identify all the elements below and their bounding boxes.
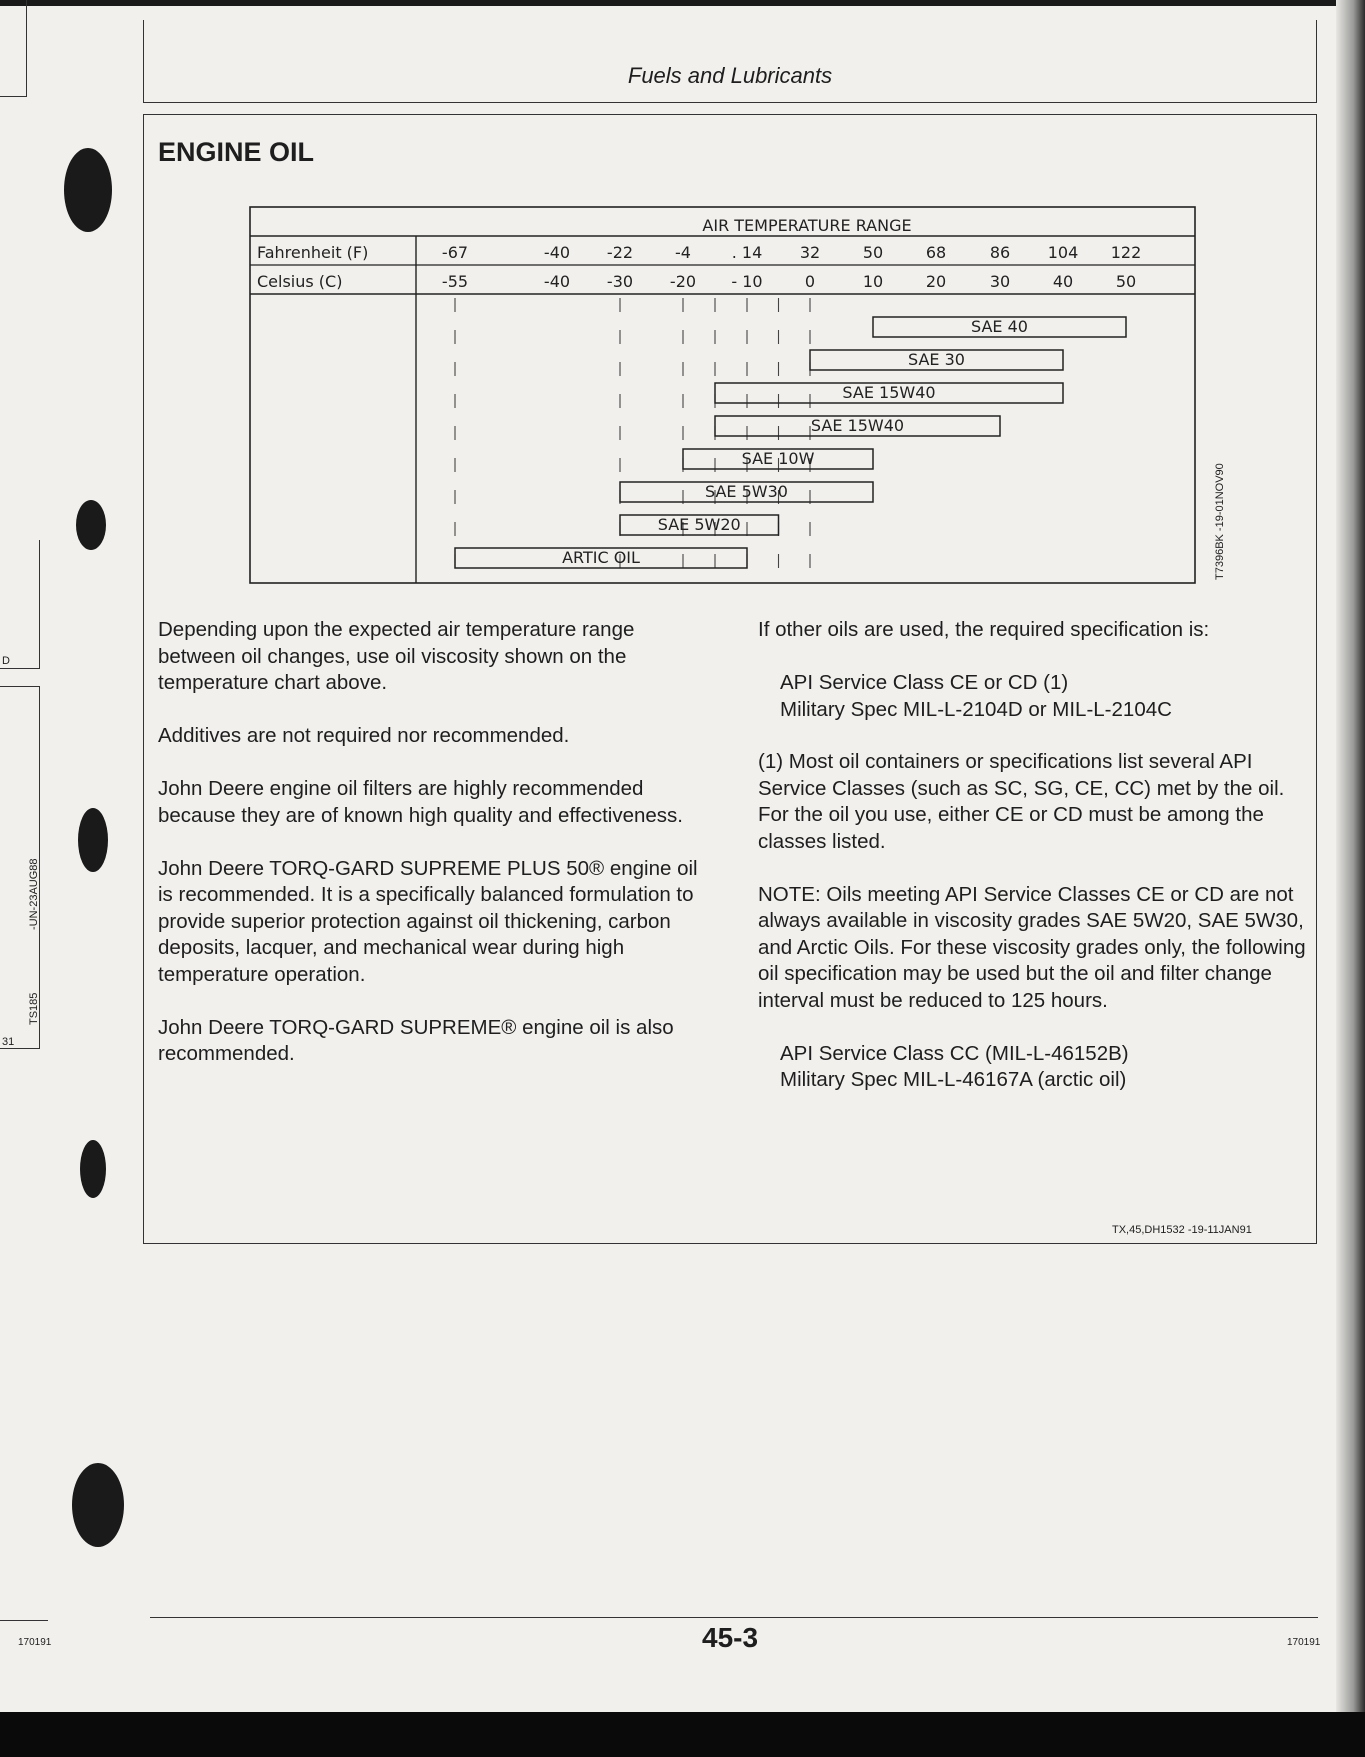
fahrenheit-tick: 50 <box>862 243 884 262</box>
fahrenheit-tick: -22 <box>606 243 634 262</box>
chart-title: AIR TEMPERATURE RANGE <box>702 216 912 235</box>
fahrenheit-tick: -67 <box>441 243 469 262</box>
punch-hole <box>72 1463 124 1547</box>
header-title: Fuels and Lubricants <box>627 63 833 88</box>
page-number: 45-3 <box>702 1622 759 1653</box>
page-edge-shadow <box>1336 0 1365 1712</box>
fahrenheit-label: Fahrenheit (F) <box>257 243 369 262</box>
section-title: ENGINE OIL <box>158 137 315 167</box>
top-edge <box>0 0 1365 6</box>
header-frame <box>1316 20 1317 103</box>
margin-line <box>0 96 27 97</box>
celsius-tick: -55 <box>441 272 469 291</box>
margin-fragment: 31 <box>2 1036 15 1048</box>
spec-line: API Service Class CC (MIL-L-46152B) <box>780 1041 1129 1065</box>
oil-range-label: SAE 5W20 <box>657 515 741 534</box>
date-code-left: 170191 <box>18 1637 52 1648</box>
paragraph: John Deere TORQ-GARD SUPREME® engine oil is also recommended. <box>158 1015 674 1065</box>
left-column <box>158 617 703 1094</box>
oil-range-label: SAE 5W30 <box>705 482 788 501</box>
celsius-tick: 40 <box>1052 272 1074 291</box>
celsius-tick: - 10 <box>731 272 763 291</box>
celsius-tick: -20 <box>669 272 697 291</box>
note: NOTE: Oils meeting API Service Classes CE or CD are not always available in viscosity grades SAE 5W20, SAE 5W30, and Arctic Oils. For these viscosity grades only, the following oil specification may be used but the oil and filter change interval must be reduced to 125 hours. <box>758 882 1306 1012</box>
celsius-tick: 20 <box>925 272 947 291</box>
fahrenheit-tick: -4 <box>675 243 691 262</box>
fahrenheit-tick: -40 <box>543 243 571 262</box>
header-rule <box>143 102 1317 103</box>
spec-block <box>758 1041 1308 1094</box>
celsius-tick: 0 <box>804 272 816 291</box>
margin-line <box>0 668 40 669</box>
spec-line: API Service Class CE or CD (1) <box>780 671 1069 694</box>
paragraph: John Deere engine oil filters are highly recommended because they are of known high quality and effectiveness. <box>158 777 683 827</box>
footnote: (1) Most oil containers or specifications list several API Service Classes (such as SC, SG, CE, CC) met by the oil. For the oil you use, either CE or CD must be among the classes listed. <box>758 750 1285 853</box>
paragraph: John Deere TORQ-GARD SUPREME PLUS 50® engine oil is recommended. It is a specifically balanced formulation to provide superior protection against oil thickening, carbon deposits, lacquer, and mechanical wear during high temperature operation. <box>158 856 698 986</box>
punch-hole <box>80 1140 106 1198</box>
margin-code: TS185 <box>28 992 40 1025</box>
header-frame <box>143 20 144 103</box>
content-frame <box>143 114 1317 115</box>
margin-line <box>39 540 40 668</box>
oil-range-label: SAE 15W40 <box>810 416 905 435</box>
right-column <box>758 617 1308 1094</box>
oil-range-label: SAE 30 <box>908 350 965 369</box>
celsius-tick: -40 <box>543 272 571 291</box>
paragraph: Depending upon the expected air temperature range between oil changes, use oil viscosity shown on the temperature chart above. <box>158 618 635 694</box>
content-frame <box>143 1243 1317 1244</box>
margin-line <box>0 686 40 687</box>
fahrenheit-tick: . 14 <box>731 243 763 262</box>
date-code-right: 170191 <box>1287 1637 1321 1648</box>
punch-hole <box>76 500 106 550</box>
oil-range-label: SAE 15W40 <box>842 383 936 402</box>
celsius-tick: 10 <box>862 272 884 291</box>
spec-line: Military Spec MIL-L-2104D or MIL-L-2104C <box>780 697 1172 721</box>
paragraph: If other oils are used, the required specification is: <box>758 618 1210 641</box>
fahrenheit-tick: 86 <box>989 243 1011 262</box>
margin-fragment: D <box>2 655 10 667</box>
celsius-label: Celsius (C) <box>257 272 343 291</box>
oil-range-label: SAE 40 <box>971 317 1028 336</box>
viscosity-chart <box>245 200 1205 590</box>
fahrenheit-tick: 32 <box>799 243 821 262</box>
punch-hole <box>78 808 108 872</box>
content-frame <box>143 114 144 1244</box>
content-frame <box>1316 114 1317 1244</box>
paragraph: Additives are not required nor recommended. <box>158 724 570 747</box>
spec-line: Military Spec MIL-L-46167A (arctic oil) <box>780 1068 1127 1091</box>
punch-hole <box>64 148 112 232</box>
celsius-tick: 30 <box>989 272 1011 291</box>
spec-block <box>758 670 1308 723</box>
margin-line <box>0 1620 48 1621</box>
reference-code: TX,45,DH1532 -19-11JAN91 <box>1112 1224 1252 1236</box>
celsius-tick: -30 <box>606 272 634 291</box>
oil-range-label: ARTIC OIL <box>562 548 640 567</box>
footer-rule <box>150 1617 1318 1618</box>
fahrenheit-tick: 68 <box>925 243 947 262</box>
margin-line <box>0 1048 40 1049</box>
bottom-edge <box>0 1712 1365 1757</box>
figure-code: T7396BK -19-01NOV90 <box>1214 463 1226 580</box>
celsius-tick: 50 <box>1115 272 1137 291</box>
margin-code: -UN-23AUG88 <box>28 858 40 930</box>
oil-range-label: SAE 10W <box>741 449 815 468</box>
fahrenheit-tick: 104 <box>1047 243 1079 262</box>
fahrenheit-tick: 122 <box>1110 243 1142 262</box>
